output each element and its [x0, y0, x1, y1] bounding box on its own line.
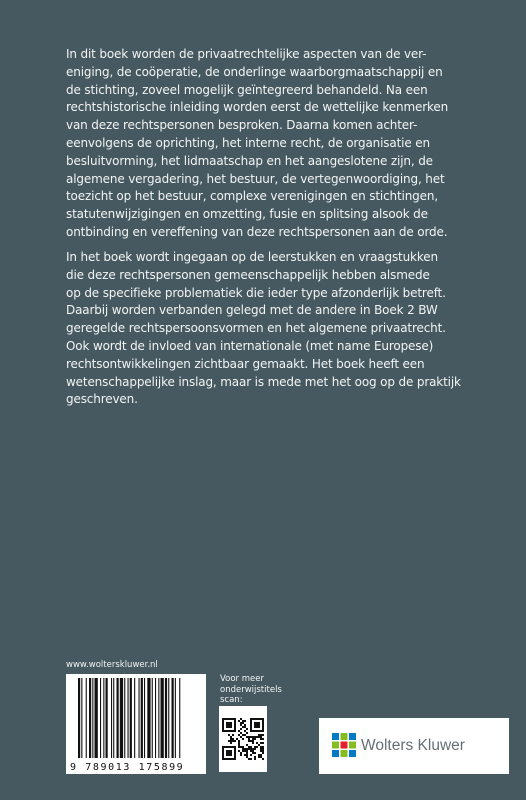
text-line: statutenwijzigingen en omzetting, fusie en splitsing alsook de	[66, 207, 428, 222]
text-line: de stichting, zoveel mogelijk geïntegreerd behandeld. Na een	[66, 82, 428, 97]
qr-module	[254, 748, 256, 750]
qr-module	[258, 756, 260, 758]
qr-module	[228, 734, 230, 736]
qr-module	[240, 724, 242, 726]
qr-module	[262, 742, 264, 744]
qr-module	[260, 754, 262, 756]
qr-module	[232, 738, 234, 740]
publisher-logo	[319, 718, 509, 774]
qr-module	[246, 736, 248, 738]
qr-module	[238, 730, 240, 732]
barcode-bar	[95, 678, 98, 758]
qr-module	[258, 734, 260, 736]
qr-module	[254, 746, 256, 748]
barcode-bar	[78, 678, 80, 758]
barcode-bar	[165, 678, 167, 758]
qr-module	[250, 748, 252, 750]
qr-module	[262, 748, 264, 750]
qr-module	[246, 728, 248, 730]
scan-line: Voor meer	[220, 674, 264, 684]
qr-module	[254, 756, 256, 758]
qr-module	[240, 746, 242, 748]
qr-module	[258, 736, 260, 738]
barcode-bar	[134, 678, 135, 758]
qr-module	[246, 748, 248, 750]
qr-module	[230, 736, 232, 738]
qr-module	[230, 738, 232, 740]
barcode-bar	[161, 678, 164, 758]
scan-line: scan:	[220, 695, 243, 705]
barcode-bar	[100, 678, 101, 758]
qr-module	[260, 736, 262, 738]
barcode-bar	[124, 678, 125, 758]
qr-module	[242, 748, 244, 750]
qr-module	[238, 734, 240, 736]
barcode-bar	[179, 678, 180, 758]
qr-module	[236, 738, 238, 740]
qr-module	[248, 738, 250, 740]
qr-module	[240, 736, 242, 738]
qr-module	[242, 726, 244, 728]
qr-module	[260, 734, 262, 736]
qr-module	[244, 724, 246, 726]
qr-code[interactable]	[219, 706, 267, 772]
text-line: In het boek wordt ingegaan op de leerstukken en vraagstukken	[66, 250, 438, 264]
qr-module	[232, 740, 234, 742]
qr-module	[262, 758, 264, 760]
qr-module	[242, 738, 244, 740]
qr-module	[262, 738, 264, 740]
qr-module	[232, 734, 234, 736]
qr-module	[248, 758, 250, 760]
qr-module	[248, 748, 250, 750]
qr-module	[252, 740, 254, 742]
barcode-bar	[158, 678, 159, 758]
qr-finder	[226, 750, 232, 756]
text-line: algemene vergadering, het bestuur, de vertegenwoordiging, het	[66, 171, 445, 186]
qr-module	[252, 738, 254, 740]
qr-module	[244, 750, 246, 752]
qr-module	[240, 718, 242, 720]
qr-module	[246, 750, 248, 752]
qr-module	[248, 746, 250, 748]
description-paragraph-1	[66, 46, 466, 242]
qr-module	[252, 736, 254, 738]
barcode-bar	[92, 678, 93, 758]
qr-module	[238, 744, 240, 746]
qr-module	[258, 744, 260, 746]
qr-module	[258, 754, 260, 756]
qr-module	[246, 754, 248, 756]
qr-module	[238, 746, 240, 748]
text-line: geschreven.	[66, 392, 138, 407]
barcode-bar	[168, 678, 169, 758]
qr-module	[246, 744, 248, 746]
qr-module	[242, 722, 244, 724]
qr-module	[246, 732, 248, 734]
qr-module	[254, 738, 256, 740]
qr-module	[242, 720, 244, 722]
barcode-bar	[152, 678, 153, 758]
barcode-bar	[86, 678, 87, 758]
qr-module	[244, 748, 246, 750]
barcode-bar	[111, 678, 112, 758]
text-line: wetenschappelijke inslag, maar is mede met het oog op de praktijk	[66, 374, 461, 389]
barcode-bar	[120, 678, 123, 758]
qr-module	[244, 726, 246, 728]
barcode-bar	[139, 678, 140, 758]
qr-module	[250, 758, 252, 760]
qr-module	[250, 736, 252, 738]
qr-module	[260, 742, 262, 744]
qr-module	[262, 734, 264, 736]
barcode-bar	[155, 678, 156, 758]
qr-module	[242, 734, 244, 736]
qr-module	[248, 740, 250, 742]
barcode-bar	[147, 678, 150, 758]
qr-module	[256, 742, 258, 744]
qr-module	[254, 736, 256, 738]
qr-module	[262, 746, 264, 748]
publisher-name: Wolters Kluwer	[361, 737, 465, 754]
qr-module	[228, 740, 230, 742]
barcode-bar	[128, 678, 129, 758]
barcode-bar	[103, 678, 104, 758]
wolters-kluwer-logo-icon	[331, 732, 357, 758]
qr-module	[260, 746, 262, 748]
qr-module	[250, 746, 252, 748]
qr-code-icon	[219, 706, 267, 772]
text-line: Daarbij worden verbanden gelegd met de andere in Boek 2 BW	[66, 303, 438, 318]
qr-module	[252, 742, 254, 744]
qr-module	[250, 740, 252, 742]
text-line: besluitvorming, het lidmaatschap en het aangeslotene zijn, de	[66, 153, 433, 168]
barcode-bar	[175, 678, 176, 758]
qr-module	[248, 736, 250, 738]
qr-module	[240, 728, 242, 730]
qr-module	[254, 752, 256, 754]
description-paragraph-2	[66, 249, 466, 409]
publisher-website[interactable]: www.wolterskluwer.nl	[66, 660, 158, 670]
qr-module	[244, 734, 246, 736]
qr-module	[230, 742, 232, 744]
qr-module	[242, 746, 244, 748]
qr-module	[260, 738, 262, 740]
text-line: toezicht op het bestuur, complexe verenigingen en stichtingen,	[66, 189, 438, 204]
qr-module	[260, 750, 262, 752]
barcode-bars	[66, 674, 206, 760]
qr-module	[240, 754, 242, 756]
qr-module	[230, 740, 232, 742]
qr-module	[238, 750, 240, 752]
barcode-bar	[106, 678, 108, 758]
text-line: rechtshistorische inleiding worden eerst de wettelijke kenmerken	[66, 100, 449, 115]
qr-module	[256, 746, 258, 748]
text-line: die deze rechtspersonen gemeenschappelijk hebben alsmede	[66, 267, 430, 282]
qr-module	[250, 754, 252, 756]
scan-prompt	[220, 674, 290, 706]
text-line: ontbinding en vereffening van deze rechtspersonen aan de orde.	[66, 224, 448, 239]
qr-finder	[226, 722, 232, 728]
text-line: van deze rechtspersonen besproken. Daarna komen achter-	[66, 118, 418, 133]
text-line: op de specifieke problematiek die ieder type afzonderlijk betreft.	[66, 285, 446, 300]
qr-module	[240, 752, 242, 754]
qr-module	[262, 750, 264, 752]
qr-module	[244, 754, 246, 756]
barcode-bar	[113, 678, 114, 758]
barcode-bar	[130, 678, 132, 758]
barcode-bar	[141, 678, 143, 758]
qr-module	[234, 740, 236, 742]
barcode-bar	[172, 678, 174, 758]
qr-module	[252, 752, 254, 754]
qr-module	[242, 750, 244, 752]
text-line: Ook wordt de invloed van internationale (met name Europese)	[66, 338, 434, 353]
text-line: rechtsontwikkelingen zichtbaar gemaakt. Het boek heeft een	[66, 356, 425, 371]
qr-module	[260, 756, 262, 758]
qr-module	[250, 750, 252, 752]
barcode-bar	[89, 678, 91, 758]
qr-module	[252, 750, 254, 752]
qr-module	[246, 752, 248, 754]
isbn-barcode	[66, 674, 206, 774]
qr-module	[254, 758, 256, 760]
qr-module	[256, 736, 258, 738]
qr-module	[244, 730, 246, 732]
barcode-bar	[117, 678, 119, 758]
text-line: eniging, de coöperatie, de onderlinge waarborgmaatschappij en	[66, 64, 443, 79]
qr-module	[252, 748, 254, 750]
qr-module	[238, 740, 240, 742]
text-line: eenvolgens de oprichting, het interne recht, de organisatie en	[66, 135, 430, 150]
text-line: In dit boek worden de privaatrechtelijke aspecten van de ver-	[66, 47, 427, 61]
qr-module	[240, 732, 242, 734]
qr-module	[262, 752, 264, 754]
qr-module	[240, 722, 242, 724]
qr-module	[244, 720, 246, 722]
qr-module	[238, 742, 240, 744]
barcode-bar	[144, 678, 145, 758]
scan-line: onderwijstitels	[220, 684, 282, 695]
qr-finder	[254, 722, 260, 728]
text-line: geregelde rechtspersoonsvormen en het algemene privaatrecht.	[66, 321, 446, 336]
qr-module	[246, 756, 248, 758]
qr-module	[260, 748, 262, 750]
isbn-digits: 9 789013 175899	[70, 762, 185, 773]
qr-module	[238, 720, 240, 722]
barcode-bar	[81, 678, 82, 758]
